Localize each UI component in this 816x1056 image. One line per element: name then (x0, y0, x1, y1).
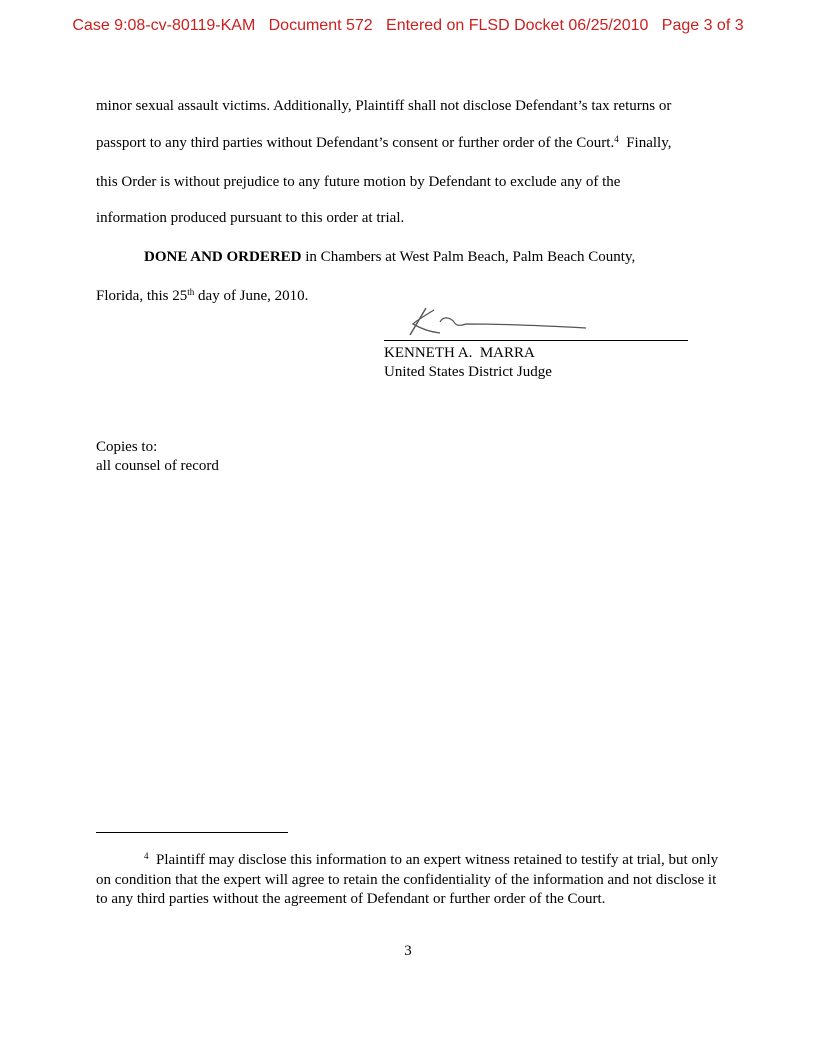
done-and-ordered-rest: in Chambers at West Palm Beach, Palm Beach County, (301, 249, 636, 265)
body-line-1: minor sexual assault victims. Additionally, Plaintiff shall not disclose Defendant’s tax returns or (96, 98, 672, 114)
page-number: 3 (404, 943, 412, 959)
order-date-line (96, 287, 308, 305)
footnote-divider (96, 832, 288, 833)
copies-block (96, 438, 219, 476)
body-line-3: this Order is without prejudice to any future motion by Defendant to exclude any of the (96, 174, 621, 190)
case-number: Case 9:08-cv-80119-KAM (72, 17, 256, 34)
signature-block (384, 344, 552, 382)
document-number: Document 572 (268, 17, 373, 34)
footnote-text: Plaintiff may disclose this information to an expert witness retained to testify at trial, but only on condition that the expert will agree to retain the confidentiality of the information and not disclose it to any third parties without the agreement of Defendant or further order of the Court. (96, 852, 722, 907)
signature-line (384, 340, 688, 341)
footnote-number: 4 (144, 851, 149, 861)
order-date-text: Florida, this 25 (96, 288, 188, 304)
order-date-ordinal: th (187, 287, 195, 297)
docket-entry: Entered on FLSD Docket 06/25/2010 (386, 17, 649, 34)
done-and-ordered-label: DONE AND ORDERED (144, 249, 302, 265)
docket-header (0, 17, 816, 35)
footnote (96, 851, 720, 910)
judge-name: KENNETH A. MARRA (384, 345, 535, 361)
footnote-reference: 4 (614, 134, 619, 144)
page-indicator: Page 3 of 3 (661, 17, 744, 34)
order-date-rest: day of June, 2010. (194, 288, 309, 304)
done-and-ordered-line (144, 248, 635, 266)
body-line-4: information produced pursuant to this order at trial. (96, 210, 405, 226)
copies-recipients: all counsel of record (96, 458, 219, 474)
body-line-2-text: passport to any third parties without Defendant’s consent or further order of the Court. (96, 135, 615, 151)
judge-signature (400, 302, 600, 342)
body-line-2-tail: Finally, (618, 135, 672, 151)
body-line-2 (96, 134, 671, 152)
judge-title: United States District Judge (384, 364, 552, 380)
copies-label: Copies to: (96, 439, 158, 455)
